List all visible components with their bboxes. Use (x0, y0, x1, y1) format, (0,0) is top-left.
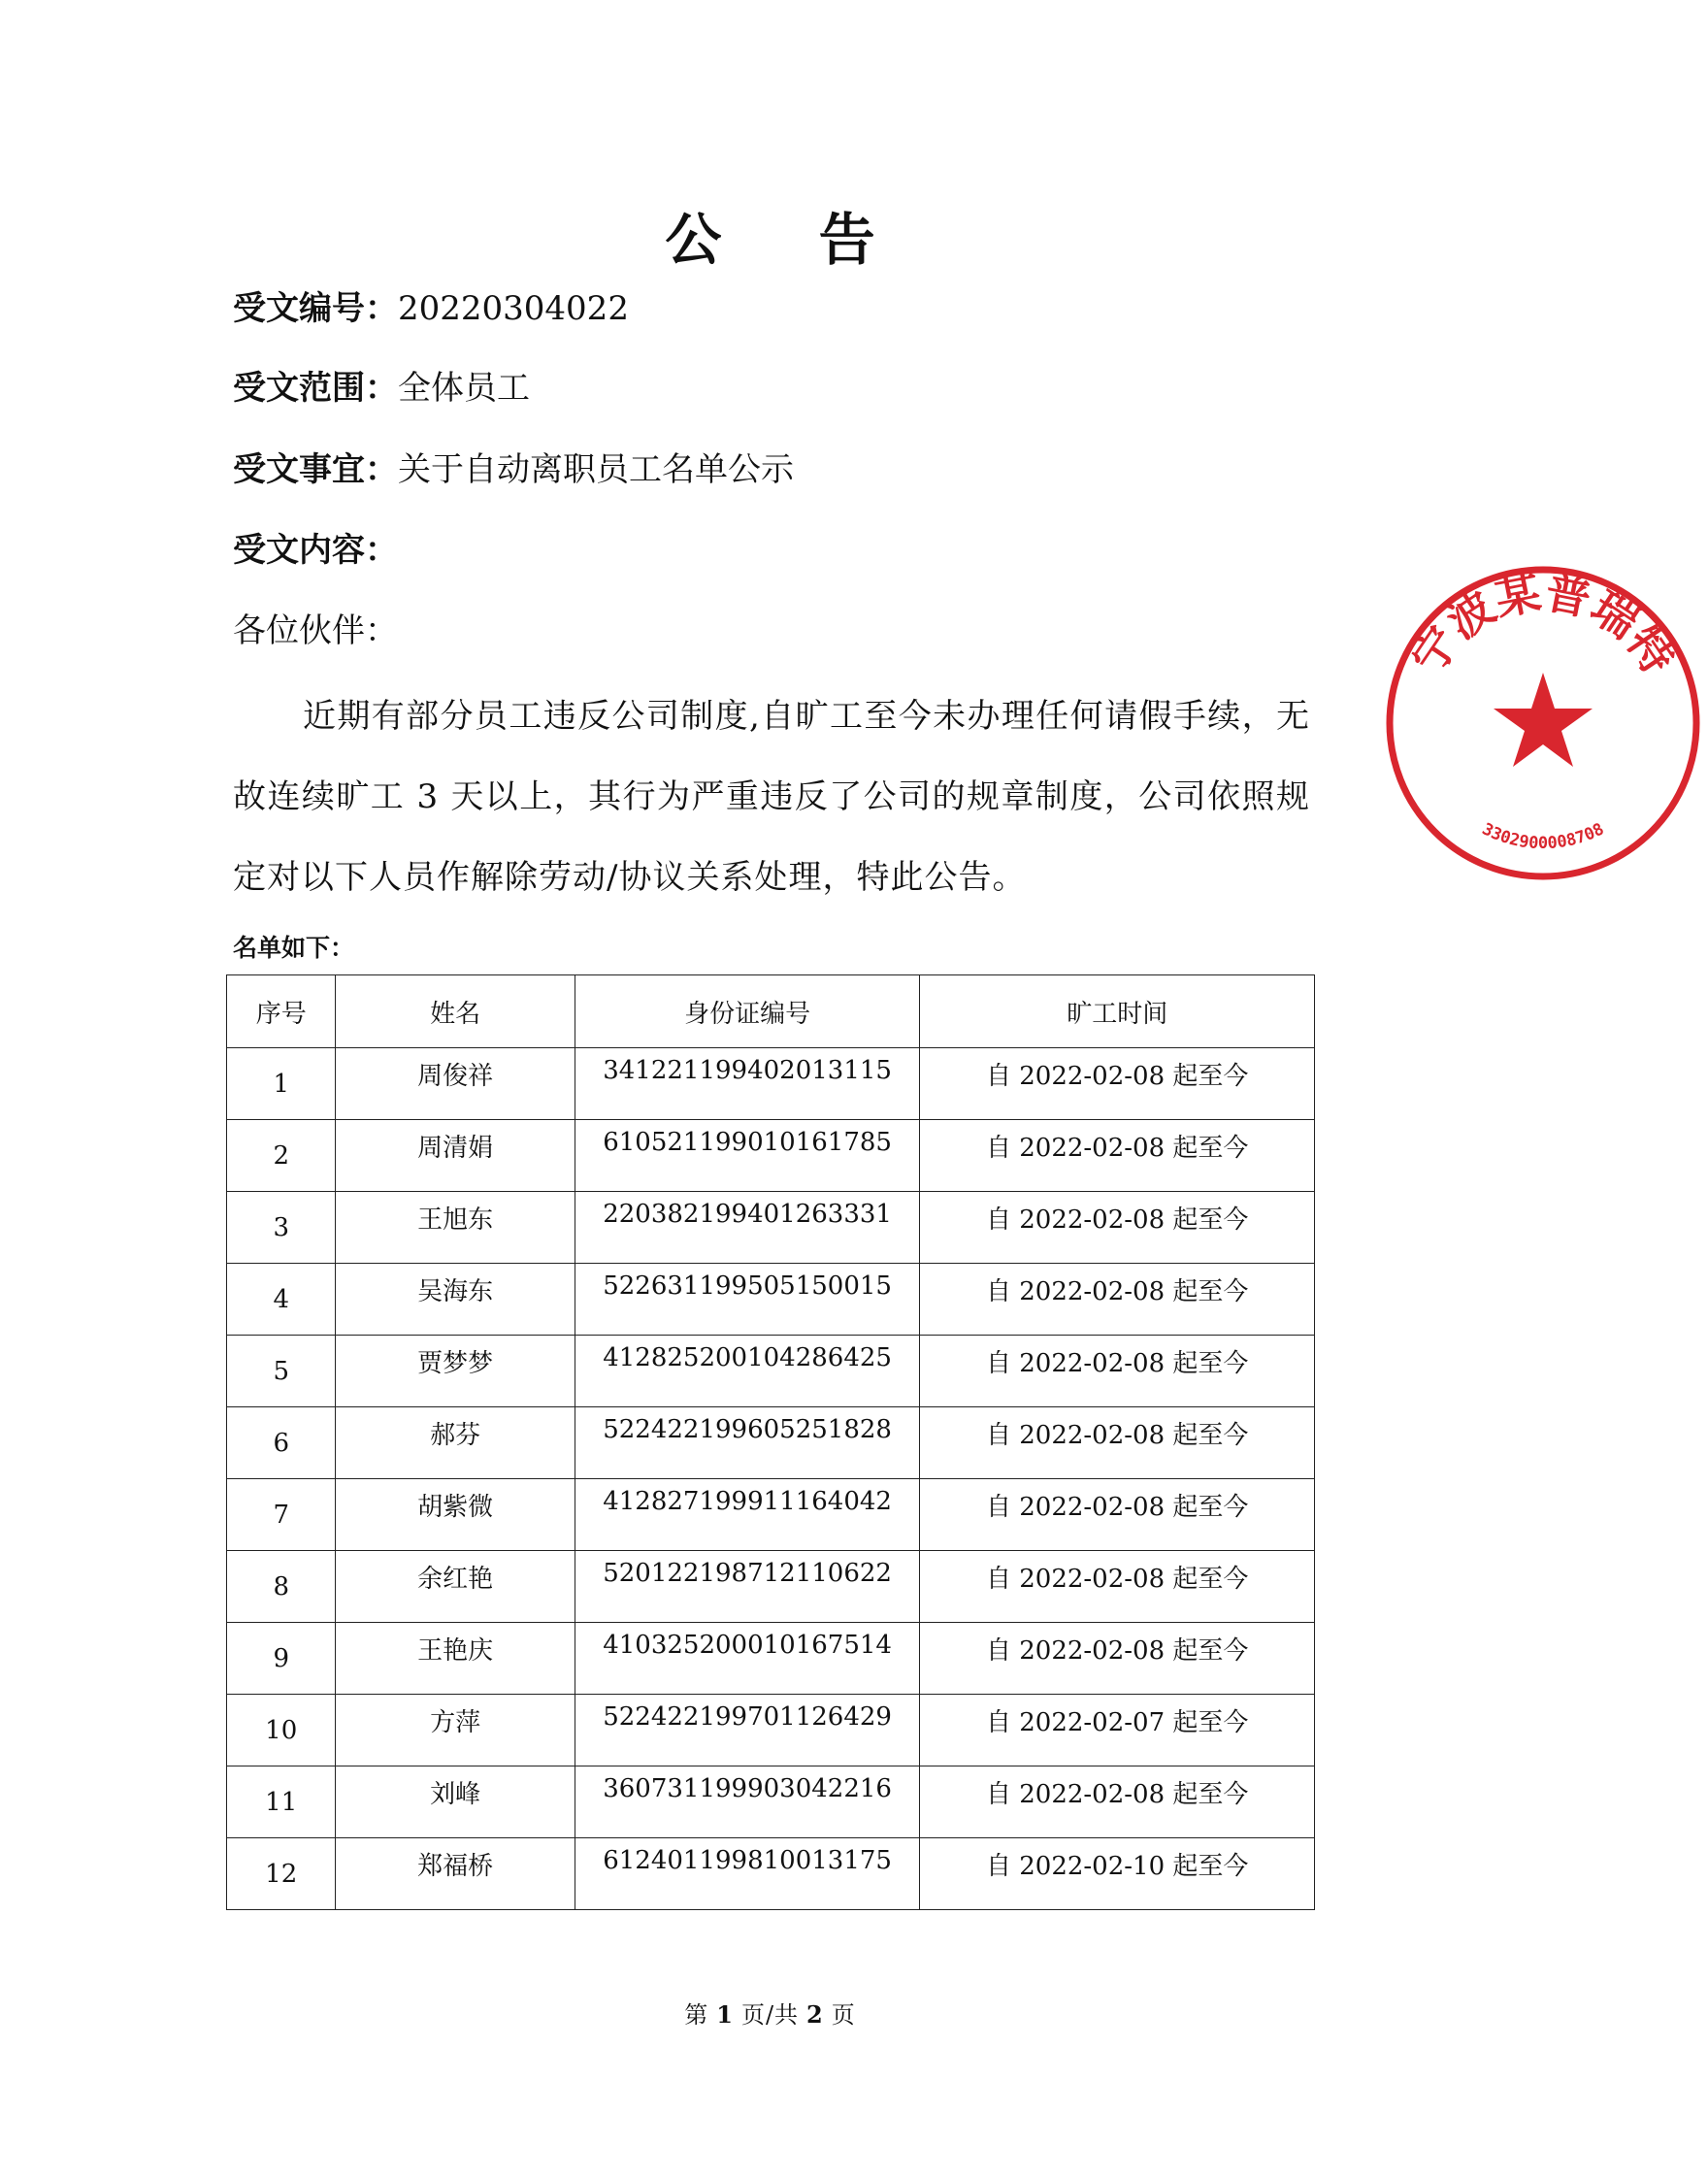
table-row (227, 1264, 1315, 1336)
field-doc-number (233, 289, 629, 328)
table-row (227, 1407, 1315, 1479)
cell-no: 10 (227, 1695, 336, 1766)
cell-name: 郑福桥 (336, 1838, 575, 1910)
footer-page-number: 1 (716, 2000, 734, 2029)
cell-id: 522631199505150015 (575, 1264, 920, 1336)
cell-name: 郝芬 (336, 1407, 575, 1479)
cell-id: 610521199010161785 (575, 1120, 920, 1192)
cell-id: 412827199911164042 (575, 1479, 920, 1551)
roster-table (226, 974, 1315, 1910)
table-body (227, 1048, 1315, 1910)
table-row (227, 1048, 1315, 1120)
table-row (227, 1766, 1315, 1838)
field-value: 20220304022 (398, 289, 629, 328)
cell-id: 220382199401263331 (575, 1192, 920, 1264)
field-value: 全体员工 (398, 369, 530, 408)
table-row (227, 1336, 1315, 1407)
footer-total-pages: 2 (806, 2000, 824, 2029)
cell-no: 8 (227, 1551, 336, 1623)
cell-name: 周清娟 (336, 1120, 575, 1192)
page-title: 公 告 (665, 207, 914, 273)
cell-name: 周俊祥 (336, 1048, 575, 1120)
cell-time: 自 2022-02-08 起至今 (920, 1120, 1315, 1192)
cell-no: 12 (227, 1838, 336, 1910)
cell-id: 522422199605251828 (575, 1407, 920, 1479)
page-footer (0, 1996, 1540, 2030)
table-row (227, 1120, 1315, 1192)
field-subject (233, 450, 794, 489)
header-cell-time: 旷工时间 (920, 975, 1315, 1048)
field-label: 受文事宜： (233, 450, 398, 489)
footer-middle: 页/共 (740, 2001, 800, 2029)
body-paragraph: 近期有部分员工违反公司制度,自旷工至今未办理任何请假手续，无故连续旷工 3 天以上，其行为严重违反了公司的规章制度，公司依照规定对以下人员作解除劳动/协议关系处理，特此公告。 (233, 697, 1310, 897)
table-row (227, 1192, 1315, 1264)
cell-no: 3 (227, 1192, 336, 1264)
cell-time: 自 2022-02-08 起至今 (920, 1766, 1315, 1838)
cell-time: 自 2022-02-08 起至今 (920, 1048, 1315, 1120)
greeting: 各位伙伴： (233, 611, 398, 650)
list-heading: 名单如下： (233, 934, 355, 962)
cell-name: 方萍 (336, 1695, 575, 1766)
field-content (233, 531, 398, 570)
cell-name: 胡紫微 (336, 1479, 575, 1551)
cell-name: 贾梦梦 (336, 1336, 575, 1407)
cell-id: 612401199810013175 (575, 1838, 920, 1910)
cell-no: 4 (227, 1264, 336, 1336)
header-cell-no: 序号 (227, 975, 336, 1048)
field-label: 受文范围： (233, 369, 398, 408)
cell-time: 自 2022-02-08 起至今 (920, 1623, 1315, 1695)
cell-time: 自 2022-02-08 起至今 (920, 1264, 1315, 1336)
table-row (227, 1479, 1315, 1551)
table-row (227, 1551, 1315, 1623)
table-header-row (227, 975, 1315, 1048)
seal-star-icon (1494, 673, 1593, 767)
cell-no: 7 (227, 1479, 336, 1551)
cell-id: 410325200010167514 (575, 1623, 920, 1695)
cell-time: 自 2022-02-08 起至今 (920, 1407, 1315, 1479)
cell-no: 9 (227, 1623, 336, 1695)
cell-name: 王艳庆 (336, 1623, 575, 1695)
seal-number-text: 3302900008708 (1478, 819, 1608, 854)
cell-no: 2 (227, 1120, 336, 1192)
field-scope (233, 369, 530, 408)
cell-name: 吴海东 (336, 1264, 575, 1336)
cell-id: 412825200104286425 (575, 1336, 920, 1407)
header-cell-name: 姓名 (336, 975, 575, 1048)
footer-suffix: 页 (831, 2001, 856, 2029)
cell-name: 王旭东 (336, 1192, 575, 1264)
cell-time: 自 2022-02-10 起至今 (920, 1838, 1315, 1910)
cell-id: 341221199402013115 (575, 1048, 920, 1120)
cell-no: 1 (227, 1048, 336, 1120)
company-seal (1378, 558, 1708, 888)
cell-time: 自 2022-02-08 起至今 (920, 1192, 1315, 1264)
field-label: 受文编号： (233, 289, 398, 328)
field-label: 受文内容： (233, 531, 398, 570)
cell-no: 6 (227, 1407, 336, 1479)
cell-no: 5 (227, 1336, 336, 1407)
cell-no: 11 (227, 1766, 336, 1838)
cell-time: 自 2022-02-07 起至今 (920, 1695, 1315, 1766)
table-row (227, 1838, 1315, 1910)
cell-id: 520122198712110622 (575, 1551, 920, 1623)
table-row (227, 1623, 1315, 1695)
footer-prefix: 第 (684, 2001, 709, 2029)
cell-time: 自 2022-02-08 起至今 (920, 1479, 1315, 1551)
cell-name: 刘峰 (336, 1766, 575, 1838)
header-cell-id: 身份证编号 (575, 975, 920, 1048)
cell-id: 360731199903042216 (575, 1766, 920, 1838)
cell-id: 522422199701126429 (575, 1695, 920, 1766)
table-row (227, 1695, 1315, 1766)
cell-time: 自 2022-02-08 起至今 (920, 1551, 1315, 1623)
seal-name-text: 宁波某普瑞特 (1400, 565, 1686, 684)
cell-time: 自 2022-02-08 起至今 (920, 1336, 1315, 1407)
cell-name: 余红艳 (336, 1551, 575, 1623)
field-value: 关于自动离职员工名单公示 (398, 450, 794, 489)
